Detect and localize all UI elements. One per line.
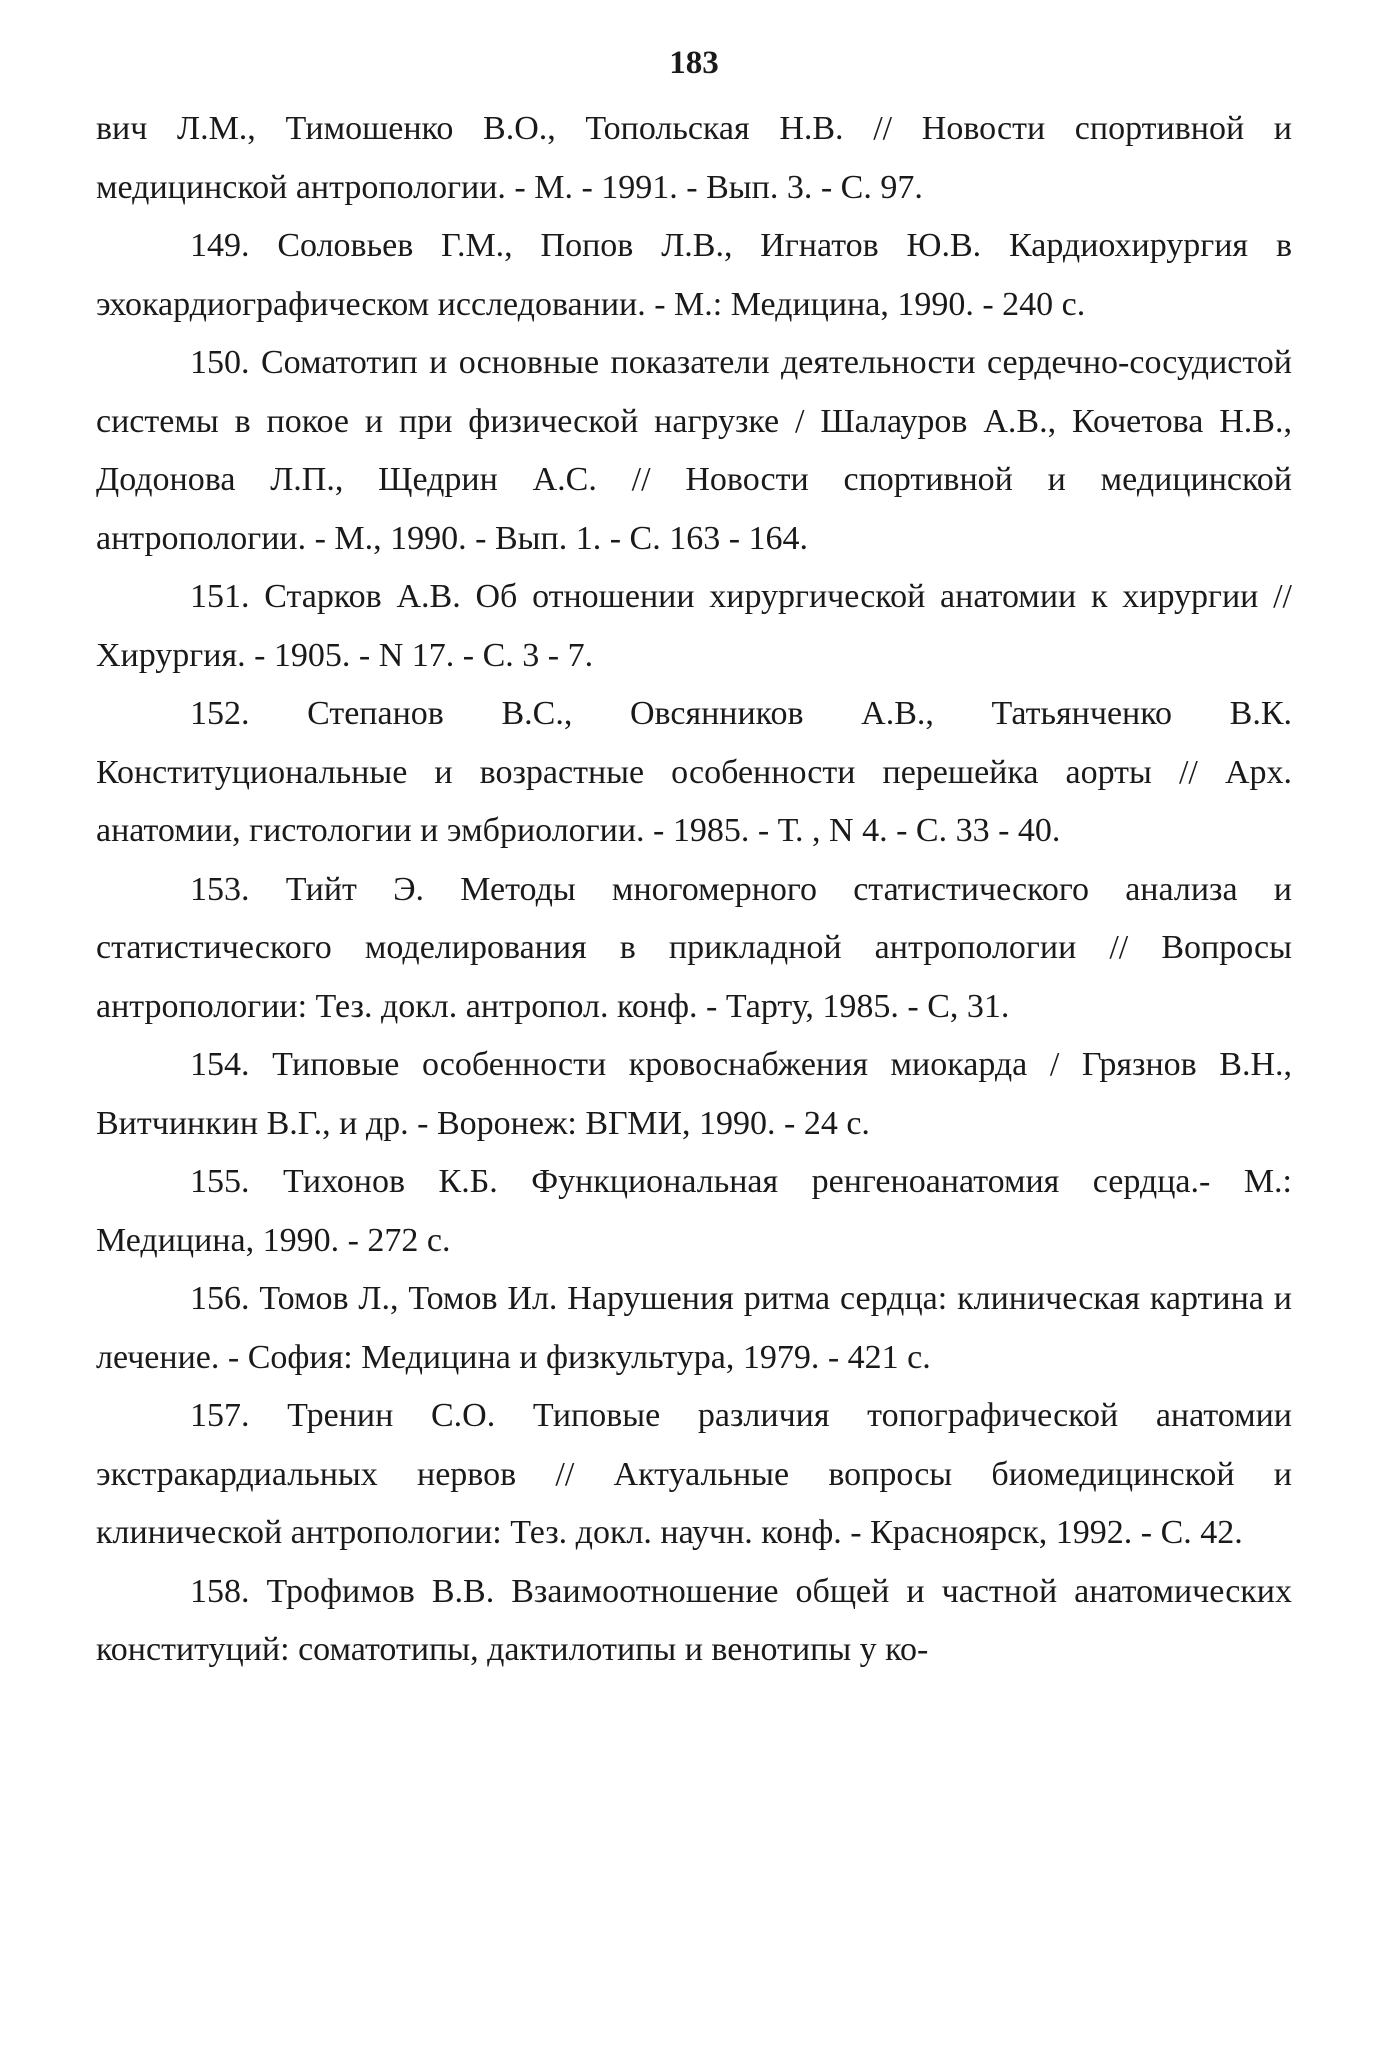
reference-156: 156. Томов Л., Томов Ил. Нарушения ритма сердца: клиническая картина и лечение. - София: Медицина и физкультура, 1979. - 421 с. bbox=[96, 1280, 1292, 1376]
reference-155: 155. Тихонов К.Б. Функциональная ренгеноанатомия сердца.- М.: Медицина, 1990. - 272 с. bbox=[96, 1163, 1292, 1259]
reference-154: 154. Типовые особенности кровоснабжения миокарда / Грязнов В.Н., Витчинкин В.Г., и др. - Воронеж: ВГМИ, 1990. - 24 с. bbox=[96, 1046, 1292, 1142]
document-page bbox=[96, 38, 1292, 1680]
reference-149: 149. Соловьев Г.М., Попов Л.В., Игнатов Ю.В. Кардиохирургия в эхокардиографическом исследовании. - М.: Медицина, 1990. - 240 с. bbox=[96, 227, 1292, 323]
reference-158: 158. Трофимов В.В. Взаимоотношение общей и частной анатомических конституций: соматотипы, дактилотипы и венотипы у ко- bbox=[96, 1572, 1292, 1668]
reference-157: 157. Тренин С.О. Типовые различия топографической анатомии экстракардиальных нервов // Актуальные вопросы биомедицинской и клинической антропологии: Тез. докл. научн. конф. - Красноярск, 1992. - С. 42. bbox=[96, 1397, 1292, 1551]
reference-continued: вич Л.М., Тимошенко В.О., Топольская Н.В. // Новости спортивной и медицинской антропологии. - М. - 1991. - Вып. 3. - С. 97. bbox=[96, 110, 1292, 206]
reference-150: 150. Соматотип и основные показатели деятельности сердечно-сосудистой системы в покое и при физической нагрузке / Шалауров А.В., Кочетова Н.В., Додонова Л.П., Щедрин А.С. // Новости спортивной и медицинской антропологии. - М., 1990. - Вып. 1. - С. 163 - 164. bbox=[96, 344, 1292, 557]
page-number: 183 bbox=[669, 45, 719, 81]
reference-152: 152. Степанов В.С., Овсянников А.В., Татьянченко В.К. Конституциональные и возрастные особенности перешейка аорты // Арх. анатомии, гистологии и эмбриологии. - 1985. - Т. , N 4. - С. 33 - 40. bbox=[96, 695, 1292, 849]
reference-153: 153. Тийт Э. Методы многомерного статистического анализа и статистического моделирования в прикладной антропологии // Вопросы антропологии: Тез. докл. антропол. конф. - Тарту, 1985. - С, 31. bbox=[96, 870, 1292, 1025]
reference-list bbox=[96, 100, 1292, 1680]
reference-151: 151. Старков А.В. Об отношении хирургической анатомии к хирургии // Хирургия. - 1905. - N 17. - С. 3 - 7. bbox=[96, 578, 1292, 674]
